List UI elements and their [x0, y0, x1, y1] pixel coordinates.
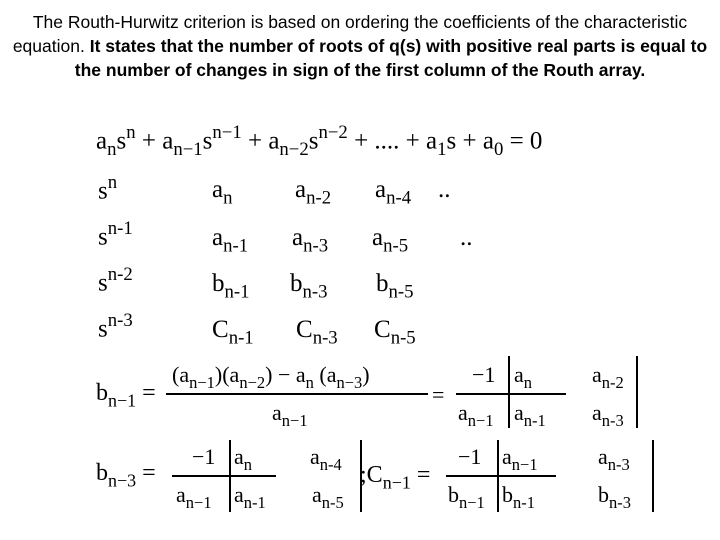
b1-num-part: (a: [319, 362, 337, 387]
b1-numerator: [172, 362, 370, 393]
m-base: a: [514, 362, 524, 387]
c1-det-right-rule: [652, 440, 654, 512]
b3-neg-one: −1: [192, 444, 216, 469]
b1-num-sub: n−1: [189, 372, 215, 392]
eq-term-a: a: [162, 127, 174, 155]
routh-row-dots: ..: [460, 224, 473, 251]
b1-eq2: =: [432, 382, 445, 407]
m-base: a: [176, 482, 186, 507]
b3-lhs-base: b: [96, 460, 108, 486]
b1-denominator: [272, 400, 308, 431]
intro-text-plain: The Routh-Hurwitz criterion is based on ordering the coefficients of the characteristic equation.: [12, 12, 688, 56]
k-sub: n−1: [459, 492, 485, 512]
m-sub: n: [243, 454, 253, 474]
b1-m23: [592, 400, 624, 431]
routh-cell: [374, 316, 416, 350]
cell-base: a: [292, 224, 304, 251]
m-sub: n-2: [601, 372, 624, 392]
routh-cell: [376, 270, 414, 304]
c1-det-left-rule: [497, 440, 499, 512]
cell-sub: n-3: [302, 281, 328, 303]
cell-base: a: [295, 176, 307, 203]
c1-k12: [598, 444, 630, 475]
cell-base: a: [372, 224, 384, 251]
eq-dots: + .... +: [354, 127, 420, 155]
eq-s: s: [116, 127, 127, 155]
cell-sub: n-5: [390, 327, 416, 349]
k-sub: n−1: [511, 454, 538, 474]
b3-m23: [312, 482, 344, 513]
b1-m22: [514, 400, 546, 431]
routh-row-power: $s^n$: [98, 172, 118, 205]
k-sub: n-3: [609, 492, 631, 512]
b1-lhs: [96, 380, 156, 411]
k-sub: n-1: [513, 492, 535, 512]
m-sub: n-1: [523, 410, 546, 430]
b1-neg-one: −1: [472, 362, 496, 387]
eq-plus: +: [462, 127, 477, 155]
m-sub: n: [523, 372, 533, 392]
k-sub: n-3: [607, 454, 630, 474]
cell-sub: n-1: [224, 281, 250, 303]
cell-base: b: [290, 270, 303, 297]
b3-m12: [310, 444, 342, 475]
b3-det-left-rule: [229, 440, 231, 512]
c1-det-bar: [446, 475, 556, 477]
c1-lhs-sub: n−1: [382, 472, 411, 493]
m-base: a: [312, 482, 322, 507]
cell-sub: n-5: [388, 281, 414, 303]
eq-s: s: [202, 127, 213, 155]
cell-sub: n: [223, 187, 233, 209]
m-sub: n−1: [185, 492, 212, 512]
routh-cell: [290, 270, 328, 304]
b1-den-sub: n−1: [281, 410, 308, 430]
routh-cell: [296, 316, 338, 350]
cell-base: b: [376, 270, 389, 297]
m-sub: n-3: [601, 410, 624, 430]
b1-num-sub: n: [305, 372, 314, 392]
eq-term-a: a: [482, 127, 494, 155]
eq-term-a: a: [96, 127, 108, 155]
eq-sub: n−1: [173, 138, 203, 160]
eq-sub: n: [107, 138, 117, 160]
m-sub: n-1: [243, 492, 266, 512]
m-base: a: [592, 362, 602, 387]
c1-eq: =: [416, 462, 431, 488]
cell-base: a: [212, 176, 224, 203]
eq-s: s: [446, 127, 457, 155]
c1-lhs: [360, 462, 430, 493]
routh-row-power: $s^{n-3}$: [98, 310, 133, 343]
m-base: a: [234, 482, 244, 507]
m-base: a: [458, 400, 468, 425]
b1-den-base: a: [272, 400, 282, 425]
cell-base: C: [374, 316, 391, 343]
m-base: a: [310, 444, 320, 469]
routh-cell: [212, 176, 232, 210]
routh-cell: [212, 224, 248, 258]
b1-num-part: ) − a: [265, 362, 306, 387]
cell-sub: n-1: [223, 235, 249, 257]
power-sup: n-3: [107, 310, 133, 331]
b3-m21: [176, 482, 212, 513]
b1-num-part: )(a: [214, 362, 240, 387]
routh-cell: [295, 176, 331, 210]
cell-sub: n-1: [228, 327, 254, 349]
routh-cell: [375, 176, 411, 210]
routh-cell: [212, 316, 254, 350]
eq-term-a: a: [426, 127, 438, 155]
cell-sub: n-2: [306, 187, 332, 209]
eq-term-a: a: [268, 127, 280, 155]
b1-m12: [592, 362, 624, 393]
eq-sup: n: [126, 122, 136, 143]
eq-plus: +: [247, 127, 263, 155]
b1-num-sub: n−3: [336, 372, 363, 392]
eq-sub: 0: [493, 138, 504, 160]
m-sub: n-5: [321, 492, 344, 512]
k-base: b: [502, 482, 513, 507]
eq-equals-zero: = 0: [509, 127, 543, 155]
m-base: a: [234, 444, 244, 469]
b3-det-bar: [172, 475, 276, 477]
c1-k11: [502, 444, 538, 475]
b3-eq: =: [142, 460, 156, 486]
cell-sub: n-3: [312, 327, 338, 349]
b1-eq: =: [142, 380, 156, 406]
b1-fraction-bar: [166, 393, 428, 395]
eq-s: s: [308, 127, 319, 155]
intro-text-bold: It states that the number of roots of q(s) with positive real parts is equal to the number of changes in sign of the first column of the Routh array.: [74, 36, 708, 80]
cell-base: a: [212, 224, 224, 251]
b1-det-left-rule: [508, 356, 510, 428]
cell-base: C: [212, 316, 229, 343]
k-base: b: [448, 482, 459, 507]
m-sub: n-4: [319, 454, 342, 474]
b1-lhs-sub: n−1: [108, 390, 137, 411]
eq-sub: n−2: [279, 138, 309, 160]
cell-sub: n-3: [303, 235, 329, 257]
eq-plus: +: [141, 127, 156, 155]
b3-lhs-sub: n−3: [108, 470, 137, 491]
power-sup: n-1: [107, 218, 133, 239]
routh-row-power: $s^{n-1}$: [98, 218, 133, 251]
c1-k21: [448, 482, 485, 513]
eq-sup: n−2: [318, 122, 348, 143]
k-base: b: [598, 482, 609, 507]
cell-base: b: [212, 270, 225, 297]
b3-m22: [234, 482, 266, 513]
m-base: a: [514, 400, 524, 425]
routh-cell: [372, 224, 408, 258]
routh-cell: [212, 270, 250, 304]
b1-m11: [514, 362, 532, 393]
cell-sub: n-4: [386, 187, 412, 209]
intro-paragraph: [10, 10, 710, 82]
b1-num-part: ): [362, 362, 370, 387]
routh-row-power: $s^{n-2}$: [98, 264, 133, 297]
c1-lhs-base: ;C: [360, 462, 383, 488]
routh-cell: [292, 224, 328, 258]
eq-sup: n−1: [212, 122, 242, 143]
characteristic-equation: [96, 122, 542, 161]
power-sup: n: [107, 172, 118, 193]
cell-sub: n-5: [383, 235, 409, 257]
b1-det-right-rule: [636, 356, 638, 428]
c1-neg-one: −1: [458, 444, 482, 469]
cell-base: a: [375, 176, 387, 203]
b1-m21: [458, 400, 494, 431]
cell-base: C: [296, 316, 313, 343]
eq-sub: 1: [437, 138, 447, 160]
power-sup: n-2: [107, 264, 133, 285]
b1-lhs-base: b: [96, 380, 108, 406]
c1-k23: [598, 482, 631, 513]
b1-num-part: (a: [172, 362, 190, 387]
m-base: a: [592, 400, 602, 425]
routh-row-dots: ..: [438, 176, 451, 203]
c1-k22: [502, 482, 535, 513]
b3-m11: [234, 444, 252, 475]
b1-det-bar: [456, 393, 566, 395]
k-base: a: [502, 444, 512, 469]
b1-num-sub: n−2: [239, 372, 266, 392]
m-sub: n−1: [467, 410, 494, 430]
b3-lhs: [96, 460, 156, 491]
k-base: a: [598, 444, 608, 469]
